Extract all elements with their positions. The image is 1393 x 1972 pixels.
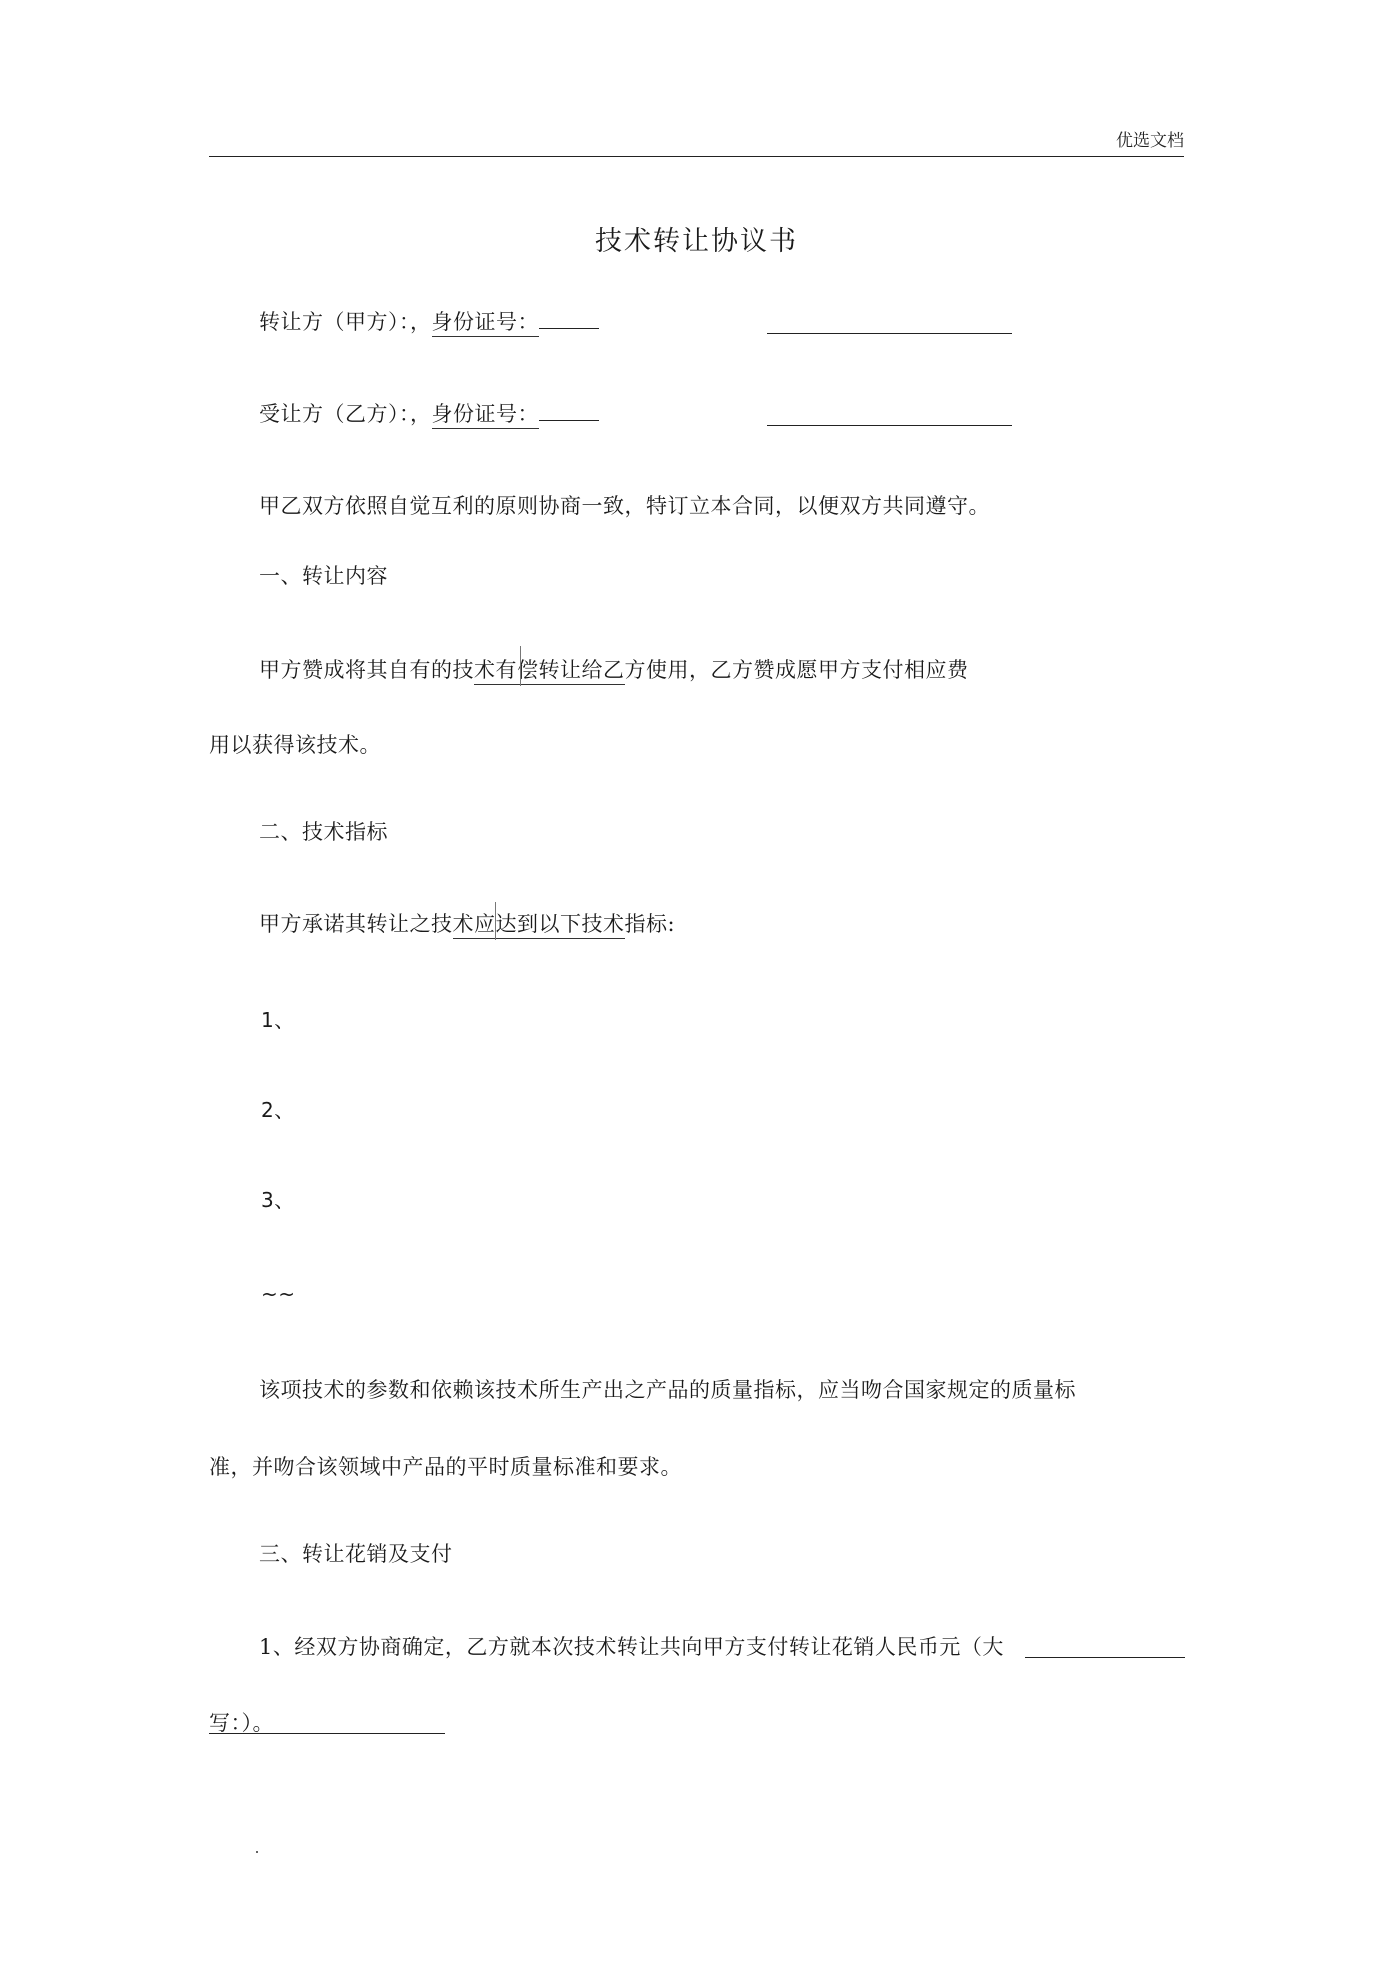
- footer-dot: [256, 1851, 258, 1853]
- quality-paragraph-line1: 该项技术的参数和依赖该技术所生产出之产品的质量指标，应当吻合国家规定的质量标: [259, 1378, 1076, 1402]
- party-b-id-blank: [539, 400, 599, 421]
- section-1-paragraph-line2: 用以获得该技术。: [209, 733, 381, 757]
- section-3-item-1-line1: 1、经双方协商确定，乙方就本次技术转让共向甲方支付转让花销人民币元（大: [259, 1635, 1004, 1659]
- indicator-item-3: 3、: [261, 1188, 295, 1212]
- page-header-label: 优选文档: [1116, 131, 1184, 151]
- section-2-paragraph: [259, 914, 675, 935]
- section-1-paragraph-line1: [259, 660, 969, 681]
- section-2-text-pre: 甲方承诺其转让之技: [259, 912, 453, 936]
- party-a-label: 转让方（甲方）：，: [259, 310, 432, 334]
- party-a-blank-line: [767, 333, 1012, 334]
- text-cursor-mark: [495, 902, 496, 940]
- section-1-text-pre: 甲方赞成将其自有的技: [259, 658, 474, 682]
- document-title: 技术转让协议书: [595, 226, 798, 257]
- party-b-id-label: 身份证号：: [432, 402, 540, 429]
- party-b-label: 受让方（乙方）：，: [259, 402, 432, 426]
- party-a-id-label: 身份证号：: [432, 310, 540, 337]
- party-b-blank-line: [767, 425, 1012, 426]
- indicator-item-ellipsis: ~~: [261, 1282, 296, 1306]
- text-cursor-mark: [520, 646, 521, 686]
- party-a-line: [259, 308, 599, 333]
- party-a-id-blank: [539, 308, 599, 329]
- party-b-line: [259, 400, 599, 425]
- amount-uppercase-blank-line: [1025, 1657, 1185, 1658]
- amount-blank-line: [209, 1733, 445, 1734]
- intro-paragraph: 甲乙双方依照自觉互利的原则协商一致，特订立本合同，以便双方共同遵守。: [259, 494, 990, 518]
- indicator-item-2: 2、: [261, 1098, 295, 1122]
- section-1-text-post: 方使用，乙方赞成愿甲方支付相应费: [624, 658, 969, 682]
- section-2-text-underlined: 术应达到以下技术: [453, 912, 625, 939]
- section-2-text-post: 指标:: [624, 912, 676, 936]
- section-1-text-underlined: 术有偿转让给乙: [474, 658, 625, 685]
- section-3-heading: 三、转让花销及支付: [259, 1542, 453, 1566]
- section-3-item-1-line2: 写：）。: [209, 1711, 274, 1735]
- quality-paragraph-line2: 准，并吻合该领域中产品的平时质量标准和要求。: [209, 1455, 682, 1479]
- section-2-heading: 二、技术指标: [259, 820, 388, 844]
- section-1-heading: 一、转让内容: [259, 564, 388, 588]
- header-divider: [209, 156, 1184, 157]
- indicator-item-1: 1、: [261, 1008, 295, 1032]
